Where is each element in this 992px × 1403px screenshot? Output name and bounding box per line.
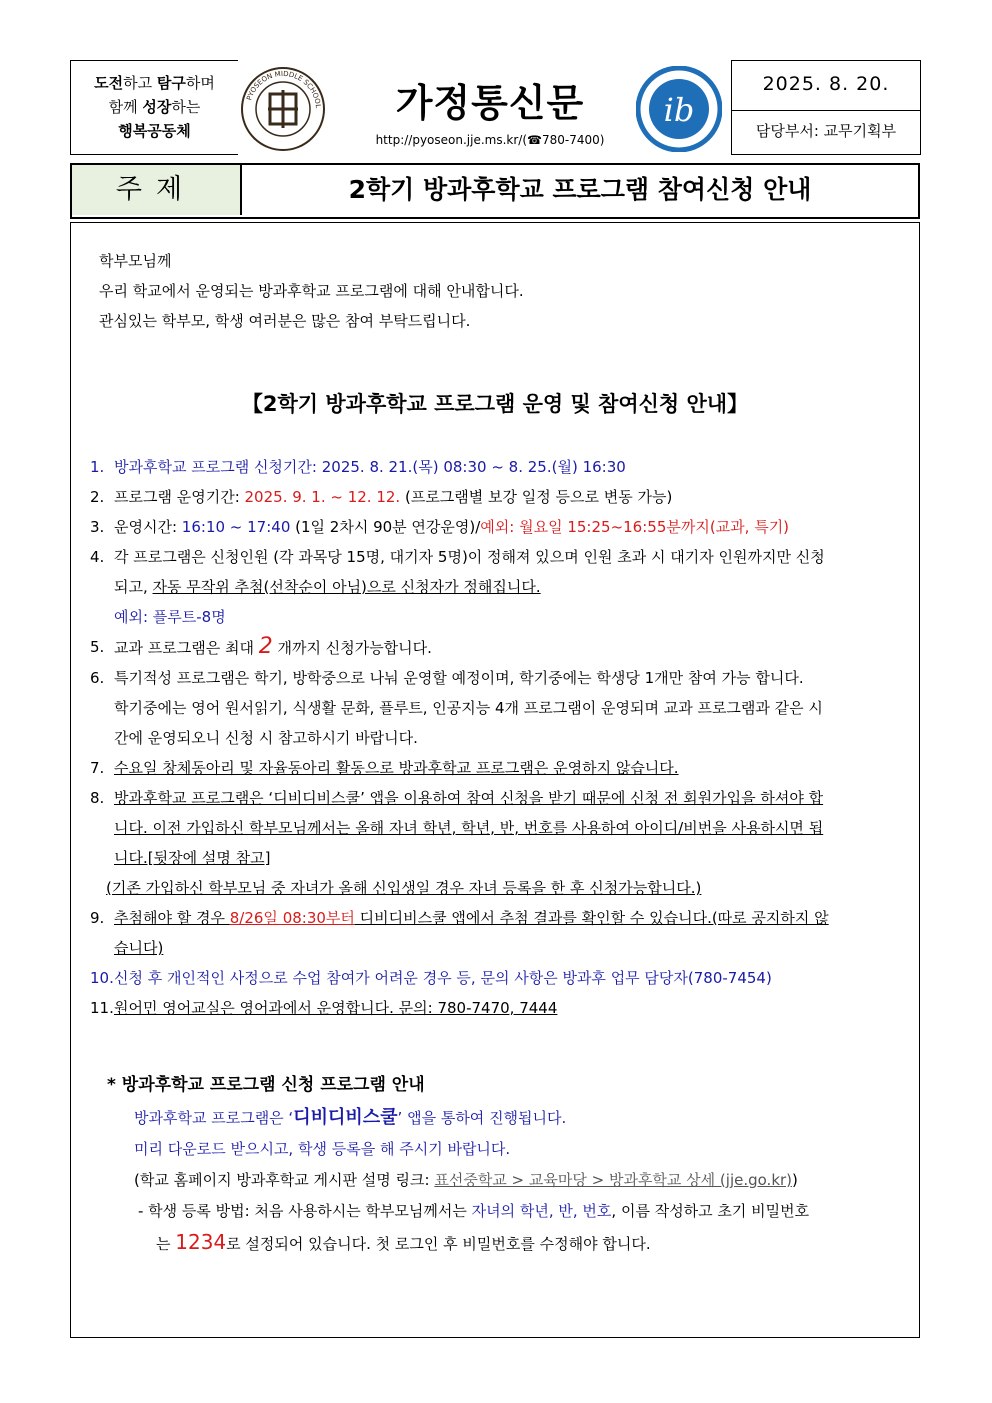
notice-item xyxy=(90,963,910,993)
ib-world-school-logo xyxy=(636,66,722,152)
item-line xyxy=(114,723,910,753)
notice-item xyxy=(90,753,910,783)
text-run: 방과후학교 프로그램은 ‘ xyxy=(134,1109,294,1127)
item-number: 11. xyxy=(90,999,114,1017)
text-run: 교과 프로그램은 최대 xyxy=(114,639,259,657)
item-line xyxy=(114,783,910,813)
department: 담당부서: 교무기획부 xyxy=(755,122,897,140)
text-run: 예외: 월요일 15:25~16:55분까지(교과, 특기) xyxy=(480,518,790,536)
text-run: 예외: 플루트-8명 xyxy=(114,608,226,626)
text-run: 니다. 이전 가입하신 학부모님께서는 올해 자녀 학년, 학년, 반, 번호를 사용하여 아이디/비번을 사용하시면 됩 xyxy=(114,819,824,837)
text-run: 2 xyxy=(258,634,273,659)
notice-item xyxy=(90,783,910,873)
item-number: 1. xyxy=(90,458,105,476)
text-run: 방과후학교 프로그램은 ‘디비디비스쿨’ 앱을 이용하여 참여 신청을 받기 때문에 신청 전 회원가입을 하셔야 합 xyxy=(114,789,824,807)
text-run: 탐구 xyxy=(156,74,186,92)
document-title: 가정통신문 xyxy=(395,81,585,125)
text-run: 원어민 영어교실은 영어과에서 운영합니다. 문의: 780-7470, 7444 xyxy=(114,999,558,1017)
text-run: 특기적성 프로그램은 학기, 방학중으로 나눠 운영할 예정이며, 학기중에는 학생당 1개만 참여 가능 합니다. xyxy=(114,669,804,687)
text-run: 방과후학교 프로그램 신청기간: 2025. 8. 21.(목) 08:30 ~ 8. 25.(월) 16:30 xyxy=(114,458,626,476)
app-line xyxy=(134,1102,809,1134)
text-run: 추첨해야 할 경우 xyxy=(114,909,230,927)
text-run: - 학생 등록 방법: 처음 사용하시는 학부모님께서는 xyxy=(138,1202,472,1220)
text-run: 함께 xyxy=(108,98,143,116)
item-number: 5. xyxy=(90,638,105,656)
text-run: (학교 홈페이지 방과후학교 게시판 설명 링크: xyxy=(134,1171,435,1189)
item-line xyxy=(114,693,910,723)
text-run: 2025. 9. 1. ~ 12. 12. xyxy=(244,488,401,506)
notice-item xyxy=(90,452,910,482)
text-run: ’ 앱을 통하여 진행됩니다. xyxy=(397,1109,567,1127)
item-line xyxy=(114,452,910,482)
text-run: ) xyxy=(792,1171,798,1189)
text-run: 미리 다운로드 받으시고, 학생 등록을 해 주시기 바랍니다. xyxy=(134,1140,511,1158)
item-line xyxy=(114,813,910,843)
item-number: 8. xyxy=(90,789,105,807)
text-run: 도전 xyxy=(94,74,124,92)
date-divider xyxy=(731,110,921,111)
text-run: 자동 무작위 추첨(선착순이 아님)으로 신청자가 정해집니다. xyxy=(152,578,541,596)
subject-label: 주제 xyxy=(72,165,242,215)
app-line xyxy=(156,1227,809,1260)
item-number: 4. xyxy=(90,548,105,566)
app-line xyxy=(138,1196,809,1227)
motto-line xyxy=(71,71,238,95)
subject-title: 2학기 방과후학교 프로그램 참여신청 안내 xyxy=(348,175,812,204)
app-line xyxy=(134,1165,809,1196)
text-run: 각 프로그램은 신청인원 (각 과목당 15명, 대기자 5명)이 정해져 있으며 인원 초과 시 대기자 인원까지만 신청 xyxy=(114,548,825,566)
item-line xyxy=(114,663,910,693)
item-line xyxy=(106,873,910,903)
text-run: 니다.[뒷장에 설명 참고] xyxy=(114,849,271,867)
item-number: 6. xyxy=(90,669,105,687)
item-line xyxy=(114,933,910,963)
greeting xyxy=(99,246,524,336)
item-line xyxy=(114,512,910,542)
notice-item xyxy=(90,542,910,632)
text-run: 프로그램 운영기간: xyxy=(114,488,245,506)
text-run: 1234 xyxy=(175,1230,227,1254)
section-heading: 【2학기 방과후학교 프로그램 운영 및 참여신청 안내】 xyxy=(241,392,749,416)
notice-item xyxy=(90,663,910,753)
item-line xyxy=(114,542,910,572)
item-number: 9. xyxy=(90,909,105,927)
text-run: 간에 운영되오니 신청 시 참고하시기 바랍니다. xyxy=(114,729,418,747)
text-run: 개까지 신청가능합니다. xyxy=(272,639,432,657)
greeting-line: 학부모님께 xyxy=(99,252,172,270)
svg-text:PYOSEON MIDDLE SCHOOL SINCE 19: PYOSEON MIDDLE SCHOOL xyxy=(245,69,323,109)
text-run: (기존 가입하신 학부모님 중 자녀가 올해 신입생일 경우 자녀 등록을 한 후 신청가능합니다.) xyxy=(106,879,702,897)
notice-item xyxy=(90,873,910,903)
item-number: 2. xyxy=(90,488,105,506)
text-run: , 이름 작성하고 초기 비밀번호 xyxy=(611,1202,810,1220)
svg-text:ib: ib xyxy=(663,91,695,129)
notice-item xyxy=(90,512,910,542)
text-run: 자녀의 학년, 반, 번호 xyxy=(471,1202,612,1220)
item-number: 3. xyxy=(90,518,105,536)
notice-item xyxy=(90,903,910,963)
app-section-heading: * 방과후학교 프로그램 신청 프로그램 안내 xyxy=(107,1075,425,1095)
text-run: 운영시간: xyxy=(114,518,182,536)
item-line xyxy=(114,753,910,783)
school-motto xyxy=(70,60,238,155)
item-line xyxy=(114,843,910,873)
app-line xyxy=(134,1134,809,1165)
item-line xyxy=(114,993,910,1023)
text-run: 8/26일 08:30부터 xyxy=(229,909,355,927)
notice-items xyxy=(90,452,910,1023)
school-seal-logo xyxy=(240,66,326,152)
item-line xyxy=(114,572,910,602)
item-number: 7. xyxy=(90,759,105,777)
text-run: 성장 xyxy=(142,98,172,116)
text-run: 표선중학교 > 교육마당 > 방과후학교 상세 (jje.go.kr) xyxy=(434,1171,793,1189)
text-run: 하며 xyxy=(185,74,215,92)
text-run: 는 xyxy=(156,1235,176,1253)
text-run: 행복공동체 xyxy=(118,122,191,140)
text-run: (프로그램별 보강 일정 등으로 변동 가능) xyxy=(400,488,673,506)
text-run: 하는 xyxy=(171,98,201,116)
text-run: 디비디비스쿨 앱에서 추첨 결과를 확인할 수 있습니다.(따로 공지하지 않 xyxy=(354,909,829,927)
text-run: (1일 2차시 90분 연강운영)/ xyxy=(290,518,481,536)
issue-date: 2025. 8. 20. xyxy=(762,73,890,95)
text-run: 로 설정되어 있습니다. 첫 로그인 후 비밀번호를 수정해야 합니다. xyxy=(226,1235,651,1253)
app-section-body xyxy=(134,1102,809,1260)
item-number: 10. xyxy=(90,969,114,987)
text-run: 되고, xyxy=(114,578,153,596)
text-run: 디비디비스쿨 xyxy=(293,1107,398,1128)
notice-item xyxy=(90,632,910,663)
greeting-line: 우리 학교에서 운영되는 방과후학교 프로그램에 대해 안내합니다. xyxy=(99,282,524,300)
text-run: 습니다) xyxy=(114,939,164,957)
text-run: 신청 후 개인적인 사정으로 수업 참여가 어려운 경우 등, 문의 사항은 방과후 업무 담당자(780-7454) xyxy=(114,969,772,987)
item-line xyxy=(114,963,910,993)
motto-line xyxy=(71,119,238,143)
item-line xyxy=(114,903,910,933)
item-line xyxy=(114,602,910,632)
text-run: 16:10 ~ 17:40 xyxy=(181,518,291,536)
text-run: 학기중에는 영어 원서읽기, 식생활 문화, 플루트, 인공지능 4개 프로그램이 운영되며 교과 프로그램과 같은 시 xyxy=(114,699,823,717)
item-line xyxy=(114,632,910,663)
text-run: 하고 xyxy=(123,74,157,92)
text-run: 수요일 창체동아리 및 자율동아리 활동으로 방과후학교 프로그램은 운영하지 않습니다. xyxy=(114,759,679,777)
motto-line xyxy=(71,95,238,119)
item-line xyxy=(114,482,910,512)
notice-item xyxy=(90,993,910,1023)
greeting-line: 관심있는 학부모, 학생 여러분은 많은 참여 부탁드립니다. xyxy=(99,312,471,330)
school-url: http://pyoseon.jje.ms.kr/(☎780-7400) xyxy=(375,133,605,147)
notice-item xyxy=(90,482,910,512)
